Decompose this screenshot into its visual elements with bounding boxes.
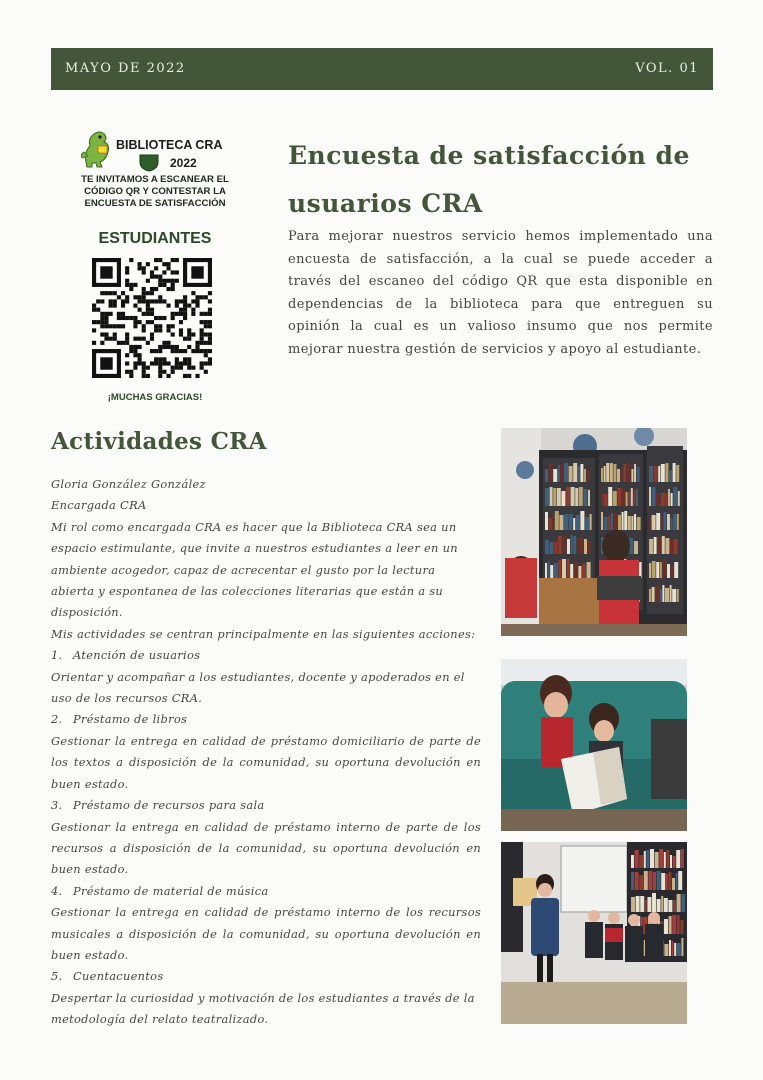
dinosaur-mascot-icon: [80, 128, 114, 168]
library-logo: [80, 128, 240, 172]
photo-storytelling: [501, 842, 687, 1024]
activity-title-text: Atención de usuarios: [73, 648, 201, 663]
qr-code-icon[interactable]: [92, 258, 212, 378]
poster-invite-line: ENCUESTA DE SATISFACCIÓN: [84, 198, 226, 209]
poster-audience: ESTUDIANTES: [98, 230, 212, 247]
activity-item-title: [51, 881, 481, 902]
activity-item-desc: Orientar y acompañar a los estudiantes, docente y apoderados en el uso de los recursos CRA.: [51, 669, 465, 706]
survey-poster: [60, 122, 250, 412]
activity-item-desc: Gestionar la entrega en calidad de préstamo interno de los recursos musicales a disposición de la comunidad, su oportuna devolución en buen estado.: [51, 905, 481, 962]
activity-title-text: Préstamo de recursos para sala: [73, 798, 265, 813]
activity-number: 5.: [51, 969, 63, 984]
poster-thanks: ¡MUCHAS GRACIAS!: [107, 392, 203, 403]
issue-volume: VOL. 01: [635, 61, 699, 76]
activities-title: Actividades CRA: [51, 428, 267, 455]
activities-body: [51, 474, 481, 1031]
poster-invite-line: CÓDIGO QR Y CONTESTAR LA: [84, 186, 226, 197]
photo-children-reading: [501, 659, 687, 831]
activity-number: 4.: [51, 883, 63, 898]
activity-title-text: Préstamo de libros: [73, 712, 188, 727]
activity-item-title: [51, 795, 481, 816]
poster-year: 2022: [170, 156, 197, 170]
poster-invite: [60, 174, 250, 210]
activity-item-title: [51, 709, 481, 730]
activity-item-title: [51, 966, 481, 987]
poster-invite-line: TE INVITAMOS A ESCANEAR EL: [81, 174, 229, 185]
activity-item-title: [51, 645, 481, 666]
author-name: Gloria González González: [51, 477, 206, 491]
survey-title-line: Encuesta de satisfacción de: [288, 141, 690, 170]
activity-title-text: Cuentacuentos: [73, 969, 164, 984]
photo-library-shelves: [501, 428, 687, 636]
activity-title-text: Préstamo de material de música: [73, 883, 269, 898]
activity-item-desc: Despertar la curiosidad y motivación de los estudiantes a través de la metodología del relato teatralizado.: [51, 990, 475, 1027]
activities-lead: Mis actividades se centran principalmente en las siguientes acciones:: [51, 626, 476, 641]
issue-date: MAYO DE 2022: [65, 61, 186, 76]
activity-item-desc: Gestionar la entrega en calidad de préstamo interno de parte de los recursos a disposición de la comunidad, su oportuna devolución en buen estado.: [51, 819, 481, 877]
survey-body: Para mejorar nuestros servicio hemos implementado una encuesta de satisfacción, a la cual se puede acceder a través del escaneo del código QR que esta disponible en dependencias de la biblioteca para que entreguen su opinión la cual es un valioso insumo que nos permite mejorar nuestra gestión de servicios y apoyo al estudiante.: [288, 229, 713, 357]
survey-title-line: usuarios CRA: [288, 189, 483, 218]
activity-number: 2.: [51, 712, 63, 727]
poster-brand: BIBLIOTECA CRA: [116, 138, 223, 152]
activities-intro: Mi rol como encargada CRA es hacer que la Biblioteca CRA sea un espacio estimulante, que invite a nuestros estudiantes a leer en un ambiente acogedor, capaz de acrecentar el gusto por la lectura abierta y espontanea de las colecciones literarias que están a su disposición.: [51, 519, 458, 620]
author-role: Encargada CRA: [51, 498, 147, 513]
activity-number: 1.: [51, 648, 63, 663]
activity-item-desc: Gestionar la entrega en calidad de préstamo domiciliario de parte de los textos a disposición de la comunidad, su oportuna devolución en buen estado.: [51, 733, 481, 791]
school-shield-icon: [138, 154, 160, 172]
masthead-bar: [51, 48, 713, 90]
activity-number: 3.: [51, 798, 63, 813]
survey-title: [288, 132, 708, 228]
